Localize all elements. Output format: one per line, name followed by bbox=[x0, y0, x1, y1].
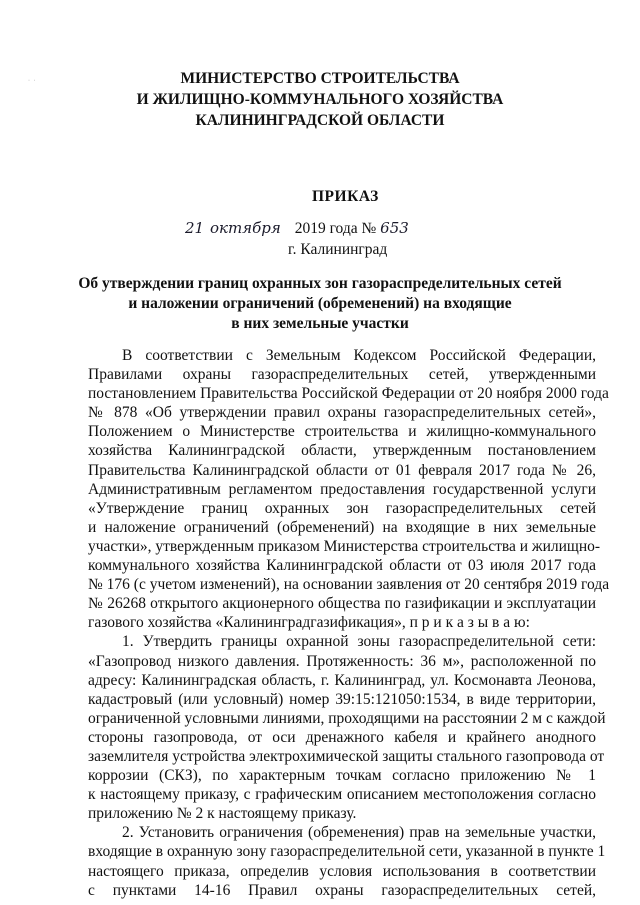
body-line: В соответствии с Земельным Кодексом Российской Федерации, bbox=[122, 347, 596, 364]
body-line: газового хозяйства «Калининградгазификация», п р и к а з ы в а ю: bbox=[88, 614, 530, 632]
subject-line: Об утверждении границ охранных зон газораспределительных сетей bbox=[78, 275, 562, 292]
body-line: приложению № 2 к настоящему приказу. bbox=[88, 805, 357, 823]
body-line: Правилами охраны газораспределительных сетей, утвержденными bbox=[88, 366, 596, 384]
body-line: с пунктами 14-16 Правил охраны газораспределительных сетей, bbox=[88, 881, 596, 899]
body-line: «Газопровод низкого давления. Протяженность: 36 м», расположенной по bbox=[88, 652, 596, 670]
order-city: г. Калининград bbox=[288, 241, 388, 258]
body-line: № 878 «Об утверждении правил охраны газораспределительных сетей», bbox=[88, 404, 596, 422]
order-date-line bbox=[185, 219, 409, 238]
body-line: стороны газопровода, от оси дренажного кабеля и крайнего анодного bbox=[88, 728, 596, 746]
body-line: «Утверждение границ охранных зон газораспределительных сетей bbox=[88, 499, 596, 517]
body-line: 2. Установить ограничения (обременения) прав на земельные участки, bbox=[122, 824, 596, 842]
body-line: коммунального хозяйства Калининградской области от 03 июля 2017 года bbox=[88, 557, 596, 575]
body-line: ограниченной условными линиями, проходящими на расстоянии 2 м с каждой bbox=[88, 709, 606, 727]
body-line: входящие в охранную зону газораспределительной сети, указанной в пункте 1 bbox=[88, 843, 606, 861]
body-line: Положением о Министерстве строительства и жилищно-коммунального bbox=[88, 423, 596, 441]
body-line: заземлителя устройства электрохимической защиты стального газопровода от bbox=[88, 747, 605, 765]
scan-mark: · · bbox=[28, 78, 37, 84]
body-line: коррозии (СКЗ), по характерным точкам согласно приложению № 1 bbox=[88, 767, 596, 785]
body-line: адресу: Калининградская область, г. Калининград, ул. Космонавта Леонова, bbox=[88, 671, 596, 689]
ministry-header-line: МИНИСТЕРСТВО СТРОИТЕЛЬСТВА bbox=[180, 70, 460, 87]
body-line: № 26268 открытого акционерного общества по газификации и эксплуатации bbox=[88, 595, 596, 613]
body-line: кадастровый (или условный) номер 39:15:121050:1534, в виде территории, bbox=[88, 690, 596, 708]
body-line: хозяйства Калининградской области, утвержденным постановлением bbox=[88, 442, 596, 460]
body-line: участки», утвержденным приказом Министерства строительства и жилищно- bbox=[88, 537, 601, 555]
ministry-header-line: КАЛИНИНГРАДСКОЙ ОБЛАСТИ bbox=[195, 112, 445, 129]
subject-line: в них земельные участки bbox=[231, 315, 409, 332]
body-line: и наложение ограничений (обременений) на входящие в них земельные bbox=[88, 518, 596, 536]
body-line: № 176 (с учетом изменений), на основании заявления от 20 сентября 2019 года bbox=[88, 576, 610, 594]
body-line: 1. Утвердить границы охранной зоны газораспределительной сети: bbox=[122, 633, 596, 651]
body-line: Правительства Калининградской области от 01 февраля 2017 года № 26, bbox=[88, 461, 596, 479]
handwritten-month: октября bbox=[209, 219, 281, 237]
order-title: ПРИКАЗ bbox=[312, 188, 379, 205]
subject-line: и наложении ограничений (обременений) на входящие bbox=[128, 295, 512, 312]
order-subject bbox=[60, 274, 580, 334]
order-body-text bbox=[88, 346, 610, 900]
body-line: настоящего приказа, определив условия использования в соответствии bbox=[88, 862, 596, 880]
body-line: Административным регламентом предоставления государственной услуги bbox=[88, 480, 596, 498]
body-line: к настоящему приказу, с графическим описанием местоположения согласно bbox=[88, 786, 596, 804]
handwritten-order-number: 653 bbox=[380, 219, 409, 237]
order-date-text: 2019 года № bbox=[294, 220, 377, 237]
body-line: постановлением Правительства Российской Федерации от 20 ноября 2000 года bbox=[88, 385, 609, 403]
ministry-header bbox=[0, 68, 640, 131]
handwritten-day: 21 bbox=[185, 219, 205, 237]
ministry-header-line: И ЖИЛИЩНО-КОММУНАЛЬНОГО ХОЗЯЙСТВА bbox=[136, 91, 504, 108]
